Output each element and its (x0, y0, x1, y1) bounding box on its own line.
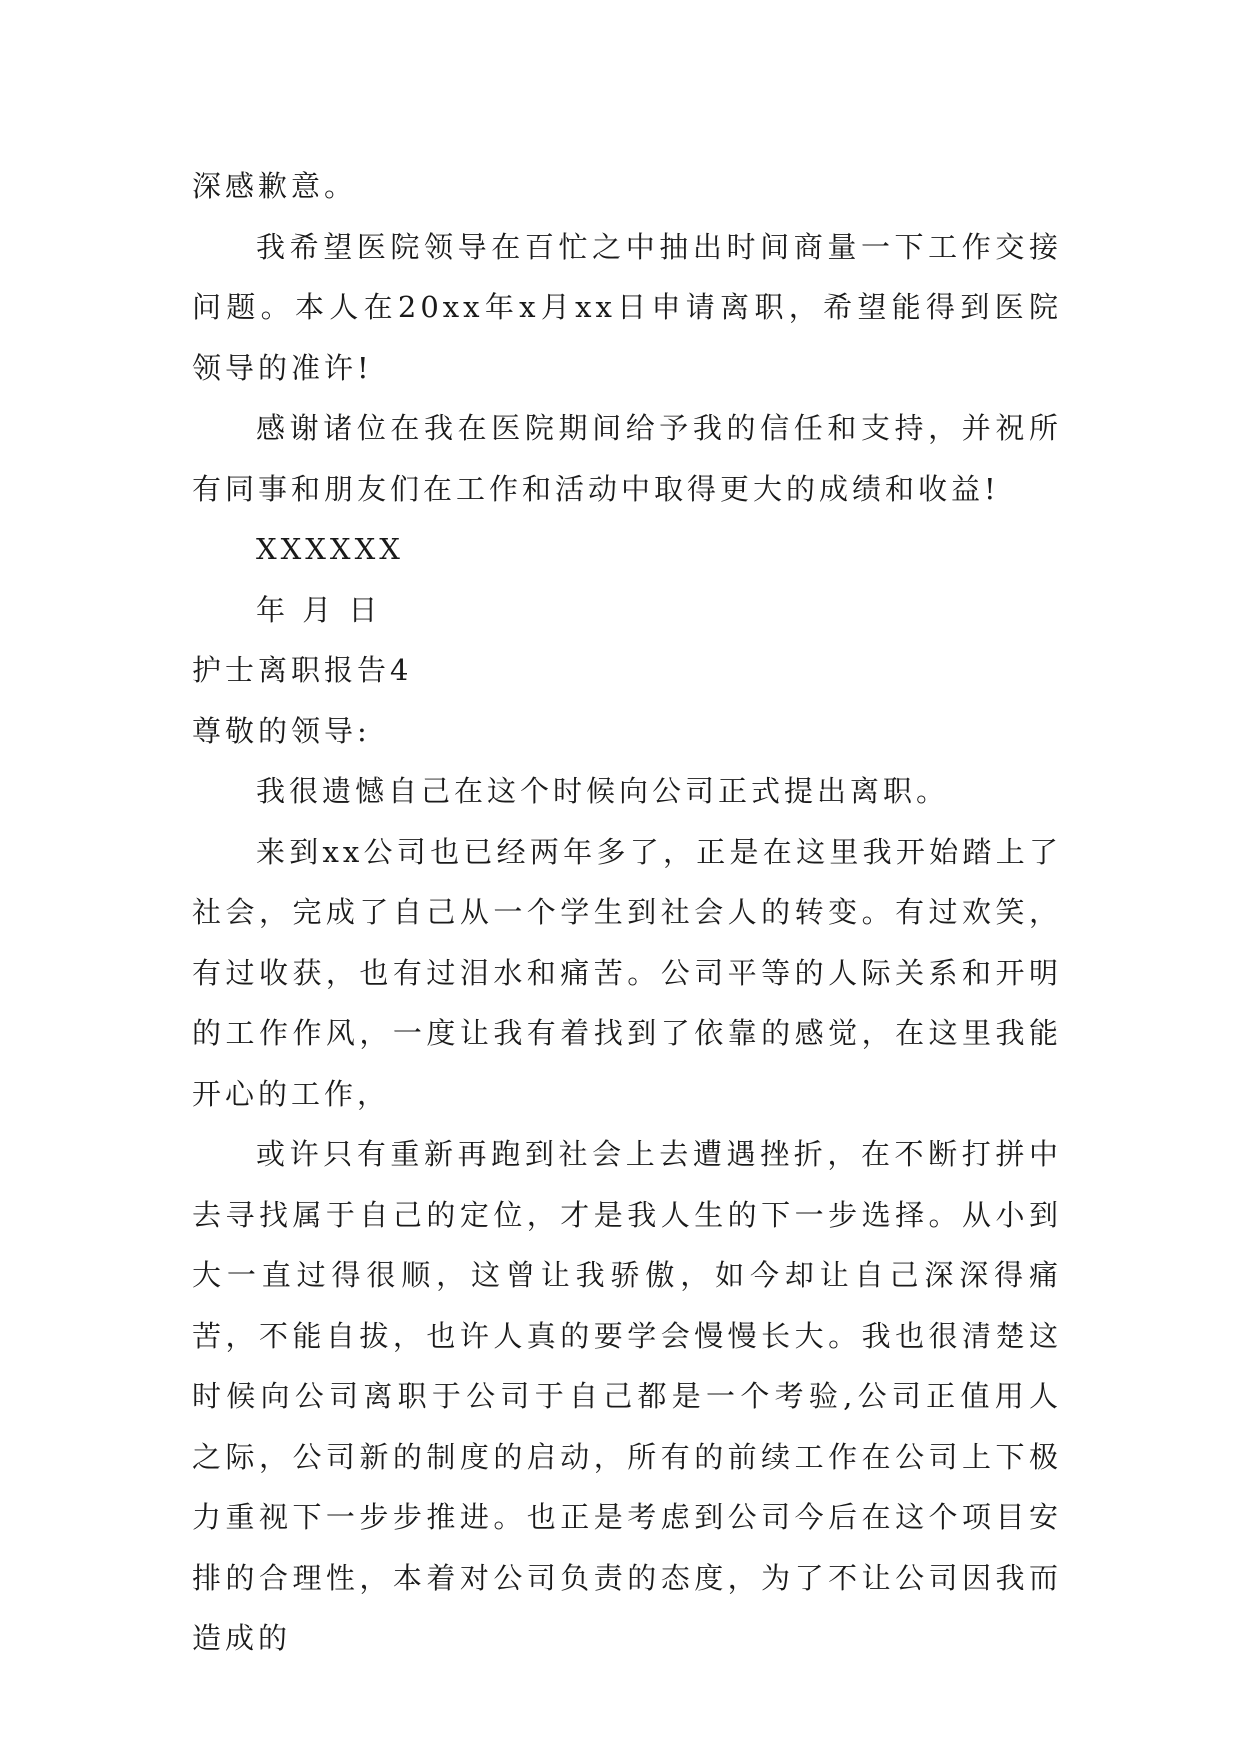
paragraph-handover-request: 我希望医院领导在百忙之中抽出时间商量一下工作交接问题。本人在20xx年x月xx日申请离职，希望能得到医院领导的准许! (192, 229, 1062, 385)
paragraph-resignation-intro: 我很遗憾自己在这个时候向公司正式提出离职。 (256, 774, 950, 808)
paragraph-thanks: 感谢诸位在我在医院期间给予我的信任和支持，并祝所有同事和朋友们在工作和活动中取得更大的成绩和收益! (192, 411, 1062, 506)
signature-date: 年 月 日 (256, 592, 382, 627)
signature-name: XXXXXX (256, 532, 404, 566)
paragraph-reasons: 或许只有重新再跑到社会上去遭遇挫折，在不断打拼中去寻找属于自己的定位，才是我人生的下一步选择。从小到大一直过得很顺，这曾让我骄傲，如今却让自己深深得痛苦，不能自拔，也许人真的要学会慢慢长大。我也很清楚这时候向公司离职于公司于自己都是一个考验,公司正值用人之际，公司新的制度的启动，所有的前续工作在公司上下极力重视下一步步推进。也正是考虑到公司今后在这个项目安排的合理性，本着对公司负责的态度，为了不让公司因我而造成的 (192, 1137, 1062, 1655)
document-body (192, 156, 1062, 1669)
paragraph-apology-end: 深感歉意。 (192, 169, 358, 203)
section-title: 护士离职报告4 (192, 653, 413, 687)
salutation: 尊敬的领导: (192, 713, 371, 748)
paragraph-company-experience: 来到xx公司也已经两年多了，正是在这里我开始踏上了社会，完成了自己从一个学生到社会人的转变。有过欢笑，有过收获，也有过泪水和痛苦。公司平等的人际关系和开明的工作作风，一度让我有着找到了依靠的感觉，在这里我能开心的工作， (192, 834, 1062, 1111)
